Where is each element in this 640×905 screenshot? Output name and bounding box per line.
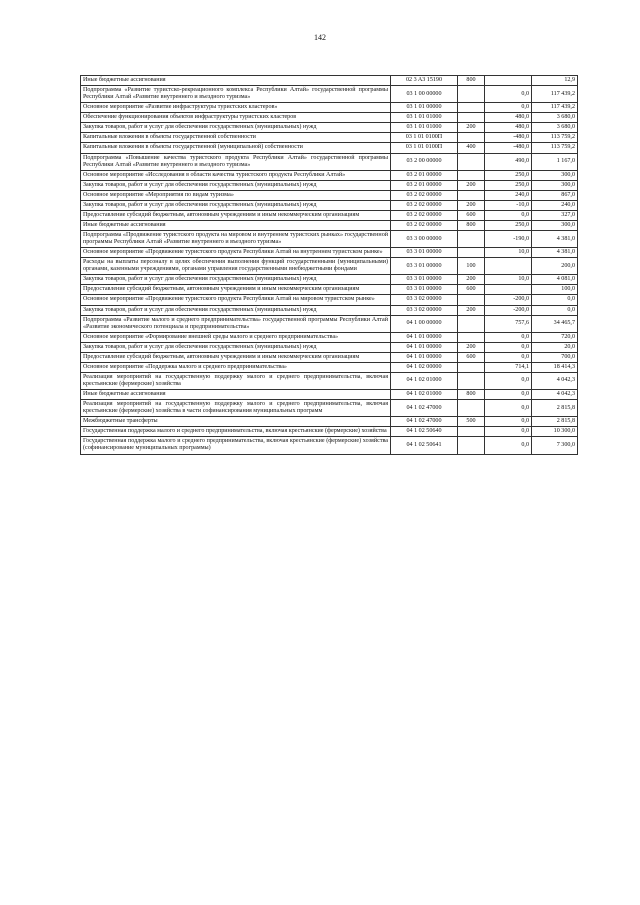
table-row xyxy=(81,258,578,275)
row-description: Закупка товаров, работ и услуг для обеспечения государственных (муниципальных) нужд xyxy=(81,200,391,210)
row-amount-total: 113 759,2 xyxy=(532,143,578,153)
row-amount-change: 714,1 xyxy=(485,362,532,372)
row-description: Основное мероприятие «Исследования в области качества туристского продукта Республики Алтай» xyxy=(81,170,391,180)
table-row xyxy=(81,372,578,389)
row-description: Основное мероприятие «Продвижение туристского продукта Республики Алтай на внутреннем туристском рынке» xyxy=(81,248,391,258)
row-description: Основное мероприятие «Мероприятия по видам туризма» xyxy=(81,190,391,200)
row-amount-total: 117 439,2 xyxy=(532,103,578,113)
row-amount-change: 0,0 xyxy=(485,342,532,352)
row-amount-change: 0,0 xyxy=(485,86,532,103)
row-amount-change: -480,0 xyxy=(485,133,532,143)
row-classification-code: 03 2 02 00000 xyxy=(391,220,458,230)
row-amount-total: 12,9 xyxy=(532,76,578,86)
row-description: Расходы на выплаты персоналу в целях обеспечения выполнения функций государственными (муниципальными) органами, казенными учреждениями, органами управления государственными внебюджетными фондами xyxy=(81,258,391,275)
row-classification-code: 03 1 01 0100П xyxy=(391,143,458,153)
row-amount-change: 0,0 xyxy=(485,332,532,342)
row-amount-change xyxy=(485,258,532,275)
row-expense-type xyxy=(458,315,485,332)
row-amount-change xyxy=(485,285,532,295)
table-row xyxy=(81,352,578,362)
table-row xyxy=(81,220,578,230)
table-row xyxy=(81,210,578,220)
row-amount-change: 757,6 xyxy=(485,315,532,332)
row-description: Предоставление субсидий бюджетным, автономным учреждениям и иным некоммерческим организациям xyxy=(81,210,391,220)
row-description: Закупка товаров, работ и услуг для обеспечения государственных (муниципальных) нужд xyxy=(81,275,391,285)
row-amount-change: 0,0 xyxy=(485,400,532,417)
row-description: Реализация мероприятий на государственную поддержку малого и среднего предпринимательства, включая крестьянские (фермерские) хозяйства xyxy=(81,372,391,389)
row-expense-type: 200 xyxy=(458,305,485,315)
row-expense-type: 600 xyxy=(458,352,485,362)
row-classification-code: 04 1 02 01000 xyxy=(391,390,458,400)
row-amount-change: 0,0 xyxy=(485,372,532,389)
row-expense-type xyxy=(458,427,485,437)
row-description: Основное мероприятие «Развитие инфраструктуры туристских кластеров» xyxy=(81,103,391,113)
row-amount-total: 3 680,0 xyxy=(532,113,578,123)
row-amount-change: 0,0 xyxy=(485,352,532,362)
table-row xyxy=(81,362,578,372)
table-row xyxy=(81,275,578,285)
row-amount-total: 4 381,0 xyxy=(532,248,578,258)
row-description: Предоставление субсидий бюджетным, автономным учреждениям и иным некоммерческим организациям xyxy=(81,285,391,295)
row-classification-code: 03 2 02 00000 xyxy=(391,190,458,200)
row-expense-type: 200 xyxy=(458,342,485,352)
row-expense-type: 800 xyxy=(458,390,485,400)
table-row xyxy=(81,437,578,454)
row-amount-total: 18 414,3 xyxy=(532,362,578,372)
row-classification-code: 04 1 01 00000 xyxy=(391,332,458,342)
row-description: Закупка товаров, работ и услуг для обеспечения государственных (муниципальных) нужд xyxy=(81,342,391,352)
row-amount-change: 0,0 xyxy=(485,437,532,454)
row-classification-code: 03 1 01 01000 xyxy=(391,123,458,133)
row-expense-type xyxy=(458,372,485,389)
row-description: Межбюджетные трансферты xyxy=(81,417,391,427)
row-expense-type xyxy=(458,400,485,417)
row-description: Закупка товаров, работ и услуг для обеспечения государственных (муниципальных) нужд xyxy=(81,305,391,315)
row-expense-type xyxy=(458,362,485,372)
table-row xyxy=(81,103,578,113)
row-amount-change xyxy=(485,76,532,86)
row-amount-change: 240,0 xyxy=(485,190,532,200)
row-expense-type: 600 xyxy=(458,210,485,220)
row-classification-code: 04 1 02 50640 xyxy=(391,427,458,437)
row-classification-code: 04 1 02 47000 xyxy=(391,417,458,427)
row-description: Капитальные вложения в объекты государственной собственности xyxy=(81,133,391,143)
row-expense-type: 200 xyxy=(458,275,485,285)
row-classification-code: 03 2 02 00000 xyxy=(391,210,458,220)
row-description: Основное мероприятие «Формирование внешней среды малого и среднего предпринимательства» xyxy=(81,332,391,342)
row-expense-type: 200 xyxy=(458,180,485,190)
row-description: Государственная поддержка малого и среднего предпринимательства, включая крестьянские (фермерские) хозяйства xyxy=(81,427,391,437)
row-classification-code: 04 1 01 00000 xyxy=(391,342,458,352)
row-amount-change: 0,0 xyxy=(485,103,532,113)
row-description: Закупка товаров, работ и услуг для обеспечения государственных (муниципальных) нужд xyxy=(81,123,391,133)
row-amount-total: 0,0 xyxy=(532,295,578,305)
row-amount-change: 0,0 xyxy=(485,417,532,427)
row-amount-total: 3 680,0 xyxy=(532,123,578,133)
row-classification-code: 03 2 02 00000 xyxy=(391,200,458,210)
row-amount-change: 10,0 xyxy=(485,275,532,285)
row-amount-total: 10 300,0 xyxy=(532,427,578,437)
budget-table xyxy=(80,75,578,455)
row-description: Основное мероприятие «Продвижение туристского продукта Республики Алтай на мировом туристском рынке» xyxy=(81,295,391,305)
row-amount-total: 4 081,0 xyxy=(532,275,578,285)
row-amount-change: -200,0 xyxy=(485,295,532,305)
row-classification-code: 03 3 00 00000 xyxy=(391,231,458,248)
row-amount-change: 250,0 xyxy=(485,180,532,190)
table-row xyxy=(81,153,578,170)
row-expense-type: 400 xyxy=(458,143,485,153)
row-description: Иные бюджетные ассигнования xyxy=(81,220,391,230)
row-description: Реализация мероприятий на государственную поддержку малого и среднего предпринимательства, включая крестьянские (фермерские) хозяйства в части софинансирования муниципальных программ xyxy=(81,400,391,417)
table-row xyxy=(81,315,578,332)
row-classification-code: 04 1 01 00000 xyxy=(391,352,458,362)
row-amount-total: 300,0 xyxy=(532,170,578,180)
row-classification-code: 03 3 01 00000 xyxy=(391,275,458,285)
row-amount-total: 700,0 xyxy=(532,352,578,362)
row-description: Иные бюджетные ассигнования xyxy=(81,390,391,400)
row-description: Подпрограмма «Развитие туристско-рекреационного комплекса Республики Алтай» государственной программы Республики Алтай «Развитие внутреннего и въездного туризма» xyxy=(81,86,391,103)
table-row xyxy=(81,285,578,295)
row-amount-total: 240,0 xyxy=(532,200,578,210)
row-amount-total: 4 381,0 xyxy=(532,231,578,248)
row-expense-type: 600 xyxy=(458,285,485,295)
table-row xyxy=(81,427,578,437)
budget-table-body xyxy=(81,76,578,455)
row-amount-change: -10,0 xyxy=(485,200,532,210)
row-expense-type xyxy=(458,332,485,342)
row-amount-total: 720,0 xyxy=(532,332,578,342)
row-expense-type: 800 xyxy=(458,76,485,86)
row-amount-change: -480,0 xyxy=(485,143,532,153)
table-row xyxy=(81,86,578,103)
row-expense-type: 100 xyxy=(458,258,485,275)
row-expense-type xyxy=(458,103,485,113)
table-row xyxy=(81,133,578,143)
row-expense-type xyxy=(458,133,485,143)
row-amount-change: 480,0 xyxy=(485,123,532,133)
row-amount-change: 480,0 xyxy=(485,113,532,123)
row-description: Предоставление субсидий бюджетным, автономным учреждениям и иным некоммерческим организациям xyxy=(81,352,391,362)
row-amount-total: 4 042,3 xyxy=(532,390,578,400)
row-description: Иные бюджетные ассигнования xyxy=(81,76,391,86)
row-amount-change: 10,0 xyxy=(485,248,532,258)
row-expense-type xyxy=(458,86,485,103)
table-row xyxy=(81,400,578,417)
row-classification-code: 03 1 01 0100П xyxy=(391,133,458,143)
row-amount-total: 117 439,2 xyxy=(532,86,578,103)
table-row xyxy=(81,123,578,133)
row-amount-total: 2 815,8 xyxy=(532,400,578,417)
row-expense-type xyxy=(458,153,485,170)
row-classification-code: 03 3 02 00000 xyxy=(391,305,458,315)
row-expense-type xyxy=(458,295,485,305)
row-amount-change: 490,0 xyxy=(485,153,532,170)
row-classification-code: 03 3 01 00000 xyxy=(391,285,458,295)
row-amount-total: 867,0 xyxy=(532,190,578,200)
row-amount-change: 0,0 xyxy=(485,427,532,437)
row-description: Подпрограмма «Повышение качества туристского продукта Республики Алтай» государственной программы Республики Алтай «Развитие внутреннего и въездного туризма» xyxy=(81,153,391,170)
row-expense-type xyxy=(458,248,485,258)
table-row xyxy=(81,190,578,200)
row-amount-total: 300,0 xyxy=(532,220,578,230)
row-expense-type: 200 xyxy=(458,123,485,133)
row-amount-total: 1 167,0 xyxy=(532,153,578,170)
table-row xyxy=(81,248,578,258)
table-row xyxy=(81,305,578,315)
table-row xyxy=(81,332,578,342)
row-classification-code: 03 3 01 00000 xyxy=(391,258,458,275)
row-classification-code: 04 1 02 01000 xyxy=(391,372,458,389)
row-amount-total: 0,0 xyxy=(532,305,578,315)
row-amount-total: 20,0 xyxy=(532,342,578,352)
row-amount-total: 34 465,7 xyxy=(532,315,578,332)
row-description: Закупка товаров, работ и услуг для обеспечения государственных (муниципальных) нужд xyxy=(81,180,391,190)
row-amount-total: 100,0 xyxy=(532,285,578,295)
table-row xyxy=(81,76,578,86)
row-description: Обеспечение функционирования объектов инфраструктуры туристских кластеров xyxy=(81,113,391,123)
table-row xyxy=(81,295,578,305)
row-classification-code: 02 3 A3 15190 xyxy=(391,76,458,86)
row-amount-total: 2 815,8 xyxy=(532,417,578,427)
row-classification-code: 04 1 02 47000 xyxy=(391,400,458,417)
row-description: Основное мероприятие «Поддержка малого и среднего предпринимательства» xyxy=(81,362,391,372)
row-expense-type: 800 xyxy=(458,220,485,230)
table-row xyxy=(81,143,578,153)
row-classification-code: 03 1 01 01000 xyxy=(391,113,458,123)
row-amount-change: 250,0 xyxy=(485,220,532,230)
table-row xyxy=(81,390,578,400)
row-classification-code: 03 2 00 00000 xyxy=(391,153,458,170)
row-classification-code: 03 1 00 00000 xyxy=(391,86,458,103)
row-expense-type xyxy=(458,231,485,248)
row-amount-total: 4 042,3 xyxy=(532,372,578,389)
row-expense-type: 500 xyxy=(458,417,485,427)
row-description: Подпрограмма «Развитие малого и среднего предпринимательства» государственной программы Республики Алтай «Развитие экономического потенциала и предпринимательства» xyxy=(81,315,391,332)
row-amount-change: -200,0 xyxy=(485,305,532,315)
row-classification-code: 04 1 00 00000 xyxy=(391,315,458,332)
row-amount-total: 200,0 xyxy=(532,258,578,275)
row-amount-change: 250,0 xyxy=(485,170,532,180)
table-row xyxy=(81,342,578,352)
row-expense-type xyxy=(458,170,485,180)
row-amount-total: 7 300,0 xyxy=(532,437,578,454)
row-amount-change: 0,0 xyxy=(485,390,532,400)
table-row xyxy=(81,231,578,248)
row-amount-total: 300,0 xyxy=(532,180,578,190)
row-expense-type xyxy=(458,437,485,454)
table-row xyxy=(81,417,578,427)
page-number: 142 xyxy=(314,33,326,42)
table-row xyxy=(81,113,578,123)
row-amount-total: 327,0 xyxy=(532,210,578,220)
row-description: Подпрограмма «Продвижение туристского продукта на мировом и внутреннем туристских рынках» государственной программы Республики Алтай «Развитие внутреннего и въездного туризма» xyxy=(81,231,391,248)
row-description: Капитальные вложения в объекты государственной (муниципальной) собственности xyxy=(81,143,391,153)
row-amount-total: 113 759,2 xyxy=(532,133,578,143)
row-classification-code: 03 3 02 00000 xyxy=(391,295,458,305)
row-classification-code: 03 2 01 00000 xyxy=(391,180,458,190)
row-amount-change: -190,0 xyxy=(485,231,532,248)
row-description: Государственная поддержка малого и среднего предпринимательства, включая крестьянские (фермерские) хозяйства (софинансирование муниципальных программы) xyxy=(81,437,391,454)
row-amount-change: 0,0 xyxy=(485,210,532,220)
row-classification-code: 04 1 02 50641 xyxy=(391,437,458,454)
row-classification-code: 03 1 01 00000 xyxy=(391,103,458,113)
table-row xyxy=(81,170,578,180)
row-classification-code: 03 2 01 00000 xyxy=(391,170,458,180)
row-expense-type: 200 xyxy=(458,200,485,210)
row-classification-code: 04 1 02 00000 xyxy=(391,362,458,372)
table-row xyxy=(81,200,578,210)
row-expense-type xyxy=(458,113,485,123)
table-row xyxy=(81,180,578,190)
row-expense-type xyxy=(458,190,485,200)
row-classification-code: 03 3 01 00000 xyxy=(391,248,458,258)
